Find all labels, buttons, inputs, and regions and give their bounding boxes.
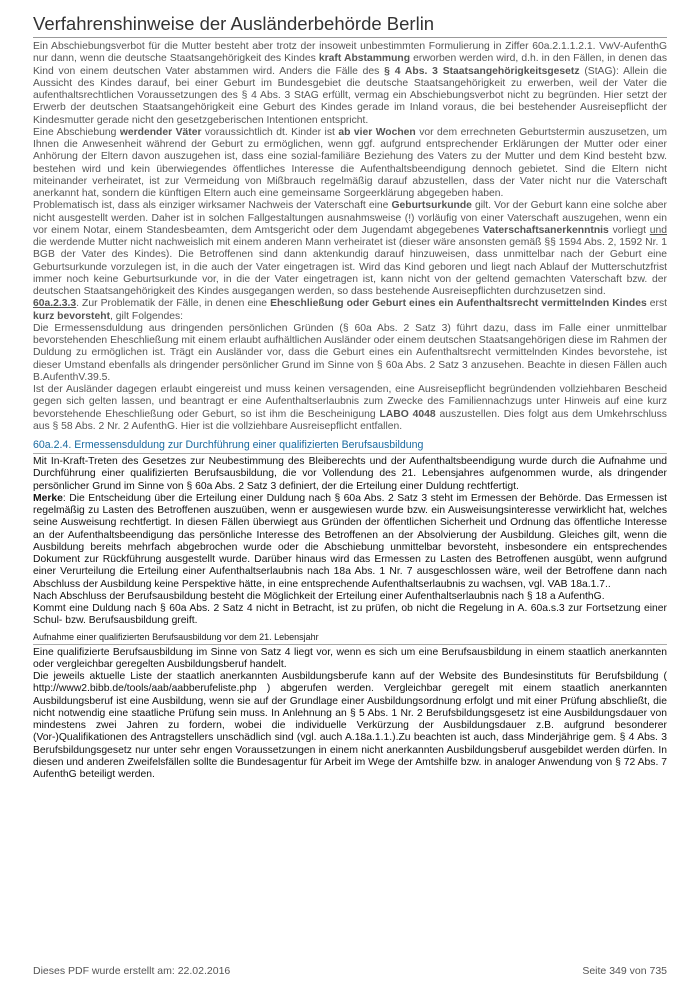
intro-block	[33, 41, 667, 433]
paragraph: 60a.2.3.3. Zur Problematik der Fälle, in denen eine Eheschließung oder Geburt eines ein Aufenthaltsrecht vermittelnden Kindes erst kurz bevorsteht, gilt Folgendes:	[33, 298, 667, 322]
paragraph: Mit In-Kraft-Treten des Gesetzes zur Neubestimmung des Bleiberechts und der Aufenthaltsbeendigung wurde durch die Aufnahme und Durchführung einer qualifizierten Berufsausbildung, die vor Vollendung des 21. Lebensjahres aufgenommen wurde, als dringender persönlicher Grund im Sinne von § 60a Abs. 2 Satz 3 definiert, der die Erteilung einer Duldung rechtfertigt.	[33, 456, 667, 492]
pdf-created-date: Dieses PDF wurde erstellt am: 22.02.2016	[33, 965, 231, 977]
subsection-block	[33, 647, 667, 782]
paragraph: Eine Abschiebung werdender Väter voraussichtlich dt. Kinder ist ab vier Wochen vor dem errechneten Geburtstermin auszusetzen, um Ihnen die Anwesenheit während der Geburt zu ermöglichen, wenn ggf. aufgrund entsprechender Erklärungen der Mutter oder einer Anhörung der Eltern davon auszugehen ist, dass eine sozial-familiäre Beziehung des Vaters zu der Mutter und dem Kind besteht bzw. bestehen wird und kein überwiegendes öffentliches Interesse die Aufenthaltsbeendigung dennoch gebietet. Sind die Eltern nicht miteinander verheiratet, ist zur Vermeidung von Mißbrauch regelmäßig darauf abzustellen, dass der Vater nicht nur die Vaterschaft anerkannt hat, sondern die künftigen Eltern auch eine gemeinsame Sorgeerklärung abgegeben haben.	[33, 126, 667, 199]
paragraph: Die jeweils aktuelle Liste der staatlich anerkannten Ausbildungsberufe kann auf der Website des Bundesinstituts für Berufsbildung ( http://www2.bibb.de/tools/aab/aabberufeliste.php ) abgerufen werden. Vergleichbar geregelt mit einem staatlich anerkannten Ausbildungsberuf ist eine Ausbildung, wenn sie auf der Grundlage einer Ausbildungsordnung erfolgt und mit einer Prüfung abschließt, die nicht notwendig eine staatliche Prüfung sein muss. In Anlehnung an § 5 Abs. 1 Nr. 2 Berufsbildungsgesetz ist eine Ausbildungsdauer von mindestens zwei Jahren zu fordern, wobei die individuelle Verkürzung der Ausbildungsdauer z.B. aufgrund besonderer (Vor-)Qualifikationen des Antragstellers unschädlich sind (vgl. auch A.18a.1.1.).Zu beachten ist auch, dass Minderjährige gem. § 4 Abs. 3 Berufsbildungsgesetz nur unter sehr engen Voraussetzungen in einem nicht anerkannten Ausbildungsberuf ausgebildet werden dürfen. In diesen und anderen Zweifelsfällen sollte die Bundesagentur für Arbeit im Wege der Amtshilfe bzw. in analoger Anwendung von § 72 Abs. 7 AufenthG beteiligt werden.	[33, 671, 667, 780]
page-number: Seite 349 von 735	[582, 965, 667, 977]
section-block	[33, 456, 667, 628]
page-title: Verfahrenshinweise der Ausländerbehörde Berlin	[33, 12, 667, 38]
page-footer	[33, 965, 667, 977]
paragraph: Eine qualifizierte Berufsausbildung im Sinne von Satz 4 liegt vor, wenn es sich um eine Berufsausbildung in einem staatlich anerkannten oder vergleichbar geregelten Ausbildungsberuf handelt.	[33, 646, 667, 670]
paragraph: Merke: Die Entscheidung über die Erteilung einer Duldung nach § 60a Abs. 2 Satz 3 steht im Ermessen der Behörde. Das Ermessen ist regelmäßig zu Lasten des Betroffenen auszuüben, wenn er ausgewiesen wurde bzw. ein Ausweisungsinteresse verwirklicht hat, welches seine Ausweisung rechtfertigt. In diesen Fällen überwiegt aus Gründen der öffentlichen Sicherheit und Ordnung das öffentliche Interesse an der Aufenthaltsbeendigung das persönliche Interesse des Betroffenen an der Absolvierung der Ausbildung. Gleiches gilt, wenn die Ausbildung bereits mehrfach abgebrochen wurde oder die Abschiebung unmittelbar bevorsteht, insbesondere ein entsprechendes Dokument zur Rückführung ausgestellt wurde. Darüber hinaus wird das Ermessen zu Lasten des Betroffenen ausgübt, wenn aufgrund einer Verurteilung die Erteilung einer Aufenthaltserlaubnis nach 18a Abs. 1 Nr. 7 ausgeschlossen wäre, weil der Betroffene dann nach Abschluss der Ausbildung keine Perspektive hätte, in eine entsprechende Aufenthaltserlaubnis zu wachsen, vgl. VAB 18a.1.7..	[33, 492, 667, 590]
paragraph: Ein Abschiebungsverbot für die Mutter besteht aber trotz der insoweit unbestimmten Formulierung in Ziffer 60a.2.1.1.2.1. VwV-AufenthG nur dann, wenn die deutsche Staatsangehörigkeit des Kindes kraft Abstammung erworben werden wird, d.h. in den Fällen, in denen das Kind von einem deutschen Vater abstammen wird. Anders die Fälle des § 4 Abs. 3 Staatsangehörigkeitsgesetz (StAG): Allein die Aussicht des Kindes darauf, bei einer Geburt im Bundesgebiet die deutsche Staatsangehörigkeit zu erwerben, weil der Vater die aufenthaltsrechtlichen Voraussetzungen des § 4 Abs. 3 StAG erfüllt, vermag ein Abschiebungsverbot nicht zu begründen. Hier setzt der Erwerb der deutschen Staatsangehörigkeit eine Geburt des Kindes gerade im Inland voraus, die bei bestehender Ausreisepflicht der Kindesmutter gerade nicht den gesetzgeberischen Intentionen entspricht.	[33, 41, 667, 126]
document-page	[33, 0, 667, 781]
subsection-heading: Aufnahme einer qualifizierten Berufsausbildung vor dem 21. Lebensjahr	[33, 631, 667, 645]
section-reference-link[interactable]: 60a.2.3.3	[33, 298, 77, 310]
paragraph: Nach Abschluss der Berufsausbildung besteht die Möglichkeit der Erteilung einer Aufenthaltserlaubnis nach § 18 a AufenthG.	[33, 590, 605, 602]
paragraph: Kommt eine Duldung nach § 60a Abs. 2 Satz 4 nicht in Betracht, ist zu prüfen, ob nicht die Regelung in A. 60a.s.3 zur Fortsetzung einer Schul- bzw. Berufsausbildung greift.	[33, 603, 667, 627]
paragraph: Problematisch ist, dass als einziger wirksamer Nachweis der Vaterschaft eine Geburtsurkunde gilt. Vor der Geburt kann eine solche aber nicht ausgestellt werden. Daher ist in solchen Fallgestaltungen ausnahmsweise (!) vorläufig von einer Vaterschaft auszugehen, wenn ein vor einem Notar, einem Standesbeamten, dem Amtsgericht oder dem Jugendamt abgegebenes Vaterschaftsanerkenntnis vorliegt und die werdende Mutter nicht nachweislich mit einem anderen Mann verheiratet ist (dieser wäre ansonsten gemäß §§ 1594 Abs. 2, 1592 Nr. 1 BGB der Vater des Kindes). Die Betroffenen sind dann aktenkundig darauf hinzuweisen, dass unmittelbar nach der Geburt eine Geburtsurkunde vorzulegen ist, in die auch der Vater eingetragen ist. Wird das Kind geboren und liegt nach Ablauf der Mutterschutzfrist immer noch keine Geburtsurkunde vor, in die der Vater eingetragen ist, kann nicht von der geltend gemachten Vaterschaft bzw. der deutschen Staatsangehörigkeit des Kindes ausgegangen werden, so dass bestehende Ausreisepflichten durchzusetzen sind.	[33, 200, 668, 297]
section-heading: 60a.2.4. Ermessensduldung zur Durchführung einer qualifizierten Berufsausbildung	[33, 438, 667, 454]
paragraph: Die Ermessensduldung aus dringenden persönlichen Gründen (§ 60a Abs. 2 Satz 3) führt dazu, dass im Falle einer unmittelbar bevorstehenden Eheschließung mit einem erlaubt aufhältlichen Ausländer oder einem deutschen Staatsangehörigen diese im Rahmen der Duldung zu ermöglichen ist. Trägt ein Ausländer vor, dass die Geburt eines ein Aufenthaltsrecht vermittelnden Kindes bevorstehe, ist dieser Umstand ebenfalls als dringender persönlicher Grund im Sinne von § 60a Abs. 2 Satz 3 anzusehen. Beachte in diesen Fällen auch B.AufenthV.39.5.	[33, 322, 667, 383]
paragraph: Ist der Ausländer dagegen erlaubt eingereist und muss keinen versagenden, eine Ausreisepflicht begründenden vollziehbaren Bescheid gegen sich gelten lassen, und beantragt er eine Aufenthaltserlaubnis zum Zwecke des Familiennachzugs unter Hinweis auf eine kurz bevorstehende Eheschließung oder Geburt, so ist ihm die Bescheinigung LABO 4048 auszustellen. Dies folgt aus dem Umkehrschluss aus § 58 Abs. 2 Nr. 2 AufenthG. Hier ist die vollziehbare Ausreisepflicht entfallen.	[33, 384, 667, 432]
